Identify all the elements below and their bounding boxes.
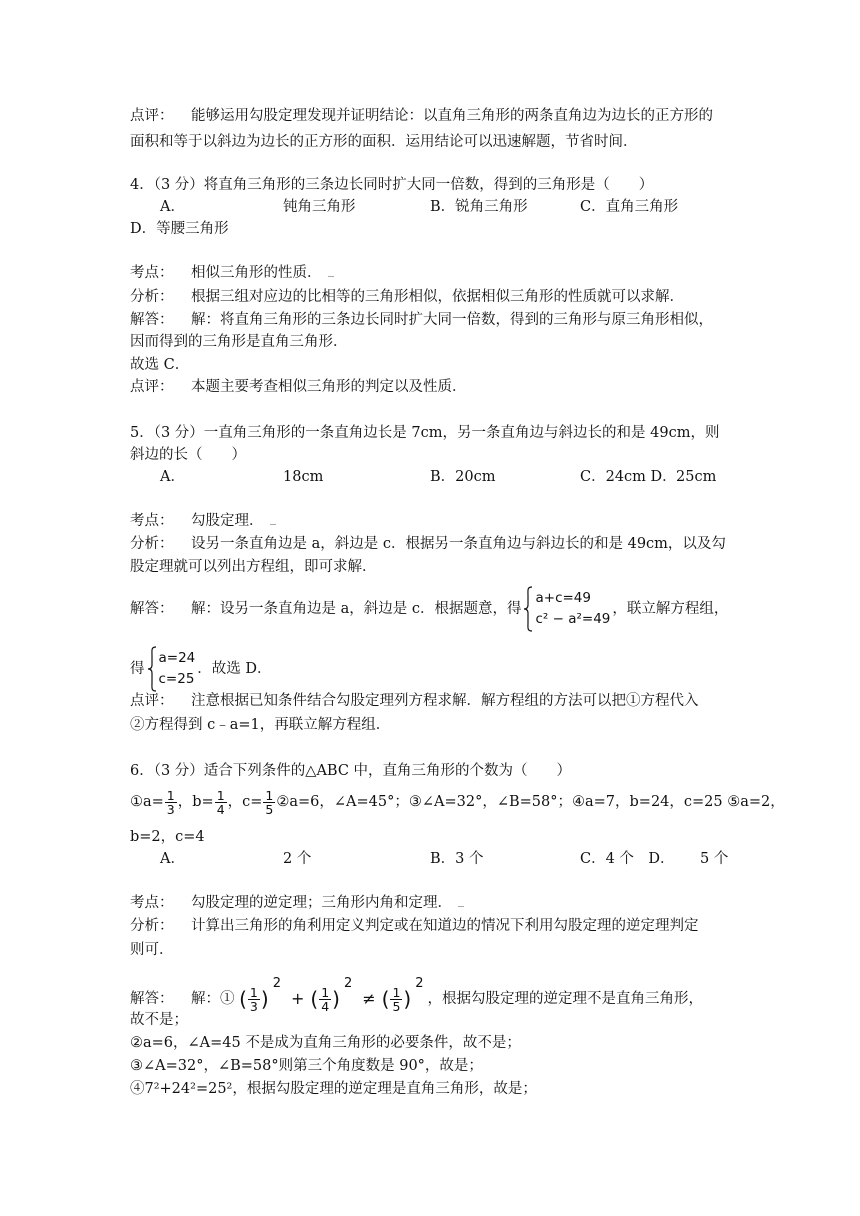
q5-dianping xyxy=(130,691,699,711)
q6-kaodian xyxy=(130,893,464,913)
fenxi-text: 设另一条直角边是 a，斜边是 c．根据另一条直角边与斜边长的和是 49cm，以及勾 xyxy=(191,536,726,552)
jieda-text: 解：将直角三角形的三条边长同时扩大同一倍数，得到的三角形与原三角形相似， xyxy=(191,312,713,328)
brace-icon xyxy=(523,586,533,632)
not-equal-sign: ≠ xyxy=(362,989,376,1008)
q5-dianping-line2: ②方程得到 c﹣a=1，再联立解方程组． xyxy=(130,717,391,733)
q5-result xyxy=(130,644,272,694)
q6-option-b: B．3 个 xyxy=(430,851,484,867)
exponent: 2 xyxy=(272,976,281,991)
brace-icon xyxy=(147,646,157,692)
paren-close: ) xyxy=(260,987,269,1011)
guxuan-text: ．故选 D． xyxy=(197,661,272,677)
plus-sign: + xyxy=(290,989,305,1008)
paren-close: ) xyxy=(403,987,412,1011)
q5-fenxi-line2: 股定理就可以列出方程组，即可求解． xyxy=(130,559,377,575)
jieda-text: 解：① xyxy=(191,991,235,1007)
q6-stem: 6．（3 分）适合下列条件的△ABC 中，直角三角形的个数为（ ） xyxy=(130,763,572,779)
q4-option-a: A． xyxy=(160,199,185,215)
q3-review-line1 xyxy=(130,106,713,126)
fraction-one-quarter xyxy=(319,986,331,1013)
de-text: 得 xyxy=(130,661,145,677)
q4-stem: 4．（3 分）将直角三角形的三条边长同时扩大同一倍数，得到的三角形是（ ） xyxy=(130,177,654,193)
kaodian-text: 勾股定理的逆定理；三角形内角和定理． xyxy=(191,895,452,911)
q6-option-d-text: 5 个 xyxy=(700,851,729,867)
equation-system-2 xyxy=(147,646,196,692)
fraction-one-fifth xyxy=(390,986,402,1013)
paren-open: ( xyxy=(239,987,247,1011)
fraction-denominator: 4 xyxy=(321,998,330,1014)
q4-kaodian xyxy=(130,263,334,283)
fraction-numerator: 1 xyxy=(216,787,225,803)
fenxi-label: 分析： xyxy=(130,536,174,552)
exponent: 2 xyxy=(343,976,353,991)
kaodian-label: 考点： xyxy=(130,513,174,529)
dianping-text: 本题主要考查相似三角形的判定以及性质． xyxy=(191,379,467,395)
q6-option-a: A． xyxy=(160,851,185,867)
cond-b-label: ，b= xyxy=(177,794,214,810)
q5-option-c-d: C．24cm D． xyxy=(580,469,677,485)
jieda-label: 解答： xyxy=(130,991,174,1007)
dianping-label: 点评： xyxy=(130,693,174,709)
cond-c-label: ，c= xyxy=(227,794,263,810)
q6-jieda xyxy=(130,962,703,1021)
scan-mark xyxy=(458,906,464,907)
fraction-one-third xyxy=(165,789,177,816)
q6-option-c-d: C．4 个 D． xyxy=(580,851,675,867)
cond-a-label: ①a= xyxy=(130,794,164,810)
q6-option-a-text: 2 个 xyxy=(283,851,312,867)
exponent: 2 xyxy=(415,976,424,991)
q6-line-4: ④7²+24²=25²，根据勾股定理的逆定理是直角三角形，故是； xyxy=(130,1081,537,1097)
kaodian-label: 考点： xyxy=(130,265,174,281)
equation-row: a+c=49 xyxy=(535,590,591,606)
fraction-one-fifth xyxy=(263,789,275,816)
equation-row: a=24 xyxy=(158,650,196,666)
q4-option-b: B．锐角三角形 xyxy=(430,199,528,215)
fenxi-text: 根据三组对应边的比相等的三角形相似，依据相似三角形的性质就可以求解． xyxy=(191,289,684,305)
fraction-numerator: 1 xyxy=(166,787,175,803)
kaodian-text: 相似三角形的性质． xyxy=(191,265,322,281)
q4-jieda xyxy=(130,310,713,330)
fenxi-label: 分析： xyxy=(130,289,174,305)
scan-mark xyxy=(270,524,276,525)
kaodian-label: 考点： xyxy=(130,895,174,911)
equation-row: c=25 xyxy=(158,671,195,687)
fraction-denominator: 4 xyxy=(216,801,225,817)
fenxi-text: 计算出三角形的角利用定义判定或在知道边的情况下利用勾股定理的逆定理判定 xyxy=(191,918,699,934)
jieda-text-tail: ，根据勾股定理的逆定理不是直角三角形， xyxy=(427,991,703,1007)
q6-bu-shi: 故不是； xyxy=(130,1012,188,1028)
jieda-label: 解答： xyxy=(130,312,174,328)
paren-open: ( xyxy=(381,987,390,1011)
q6-fenxi xyxy=(130,916,699,936)
fraction-one-quarter xyxy=(215,789,227,816)
fraction-numerator: 1 xyxy=(249,984,258,1000)
fraction-denominator: 5 xyxy=(392,998,401,1014)
jieda-label: 解答： xyxy=(130,601,174,617)
dianping-text: 注意根据已知条件结合勾股定理列方程求解．解方程组的方法可以把①方程代入 xyxy=(191,693,699,709)
q5-jieda xyxy=(130,584,728,634)
fraction-denominator: 3 xyxy=(166,801,175,817)
q5-option-b: B．20cm xyxy=(430,469,496,485)
jieda-text-tail: ，联立解方程组， xyxy=(612,601,729,617)
dianping-label: 点评： xyxy=(130,379,174,395)
fraction-denominator: 5 xyxy=(265,801,274,817)
fraction-denominator: 3 xyxy=(249,998,258,1014)
q4-guxuan: 故选 C． xyxy=(130,357,190,373)
q4-fenxi xyxy=(130,287,684,307)
scan-mark xyxy=(328,276,334,277)
q5-stem-line1: 5．（3 分）一直角三角形的一条直角边长是 7cm，另一条直角边与斜边长的和是 49cm，则 xyxy=(130,425,720,441)
fraction-one-third xyxy=(248,986,260,1013)
cond-rest: ②a=6，∠A=45°；③∠A=32°，∠B=58°；④a=7，b=24，c=25 ⑤a=2， xyxy=(276,794,785,810)
q6-fenxi-line2: 则可． xyxy=(130,942,174,958)
review-label: 点评： xyxy=(130,108,174,124)
q4-option-a-text: 钝角三角形 xyxy=(283,199,356,215)
q6-conditions xyxy=(130,786,785,818)
q6-conditions-line2: b=2，c=4 xyxy=(130,829,205,845)
fraction-numerator: 1 xyxy=(265,787,274,803)
fenxi-label: 分析： xyxy=(130,918,174,934)
q4-jieda-line2: 因而得到的三角形是直角三角形． xyxy=(130,334,348,350)
q4-dianping xyxy=(130,377,467,397)
kaodian-text: 勾股定理． xyxy=(191,513,264,529)
q5-option-d-text: 25cm xyxy=(676,469,717,485)
fraction-numerator: 1 xyxy=(321,984,330,1000)
fraction-numerator: 1 xyxy=(392,984,401,1000)
q4-option-c: C．直角三角形 xyxy=(580,199,679,215)
q5-option-a-text: 18cm xyxy=(283,469,324,485)
paren-open: ( xyxy=(310,987,319,1011)
review-text: 能够运用勾股定理发现并证明结论：以直角三角形的两条直角边为边长的正方形的 xyxy=(191,108,713,124)
q5-kaodian xyxy=(130,511,276,531)
jieda-text: 解：设另一条直角边是 a，斜边是 c．根据题意，得 xyxy=(191,601,522,617)
equation-system-1 xyxy=(523,586,610,632)
q6-line-2: ②a=6，∠A=45 不是成为直角三角形的必要条件，故不是； xyxy=(130,1035,521,1051)
q5-fenxi xyxy=(130,534,726,554)
paren-close: ) xyxy=(332,987,340,1011)
q4-option-d: D．等腰三角形 xyxy=(130,221,229,237)
q5-option-a: A． xyxy=(160,469,185,485)
q5-stem-line2: 斜边的长（ ） xyxy=(130,447,246,463)
q3-review-line2: 面积和等于以斜边为边长的正方形的面积．运用结论可以迅速解题，节省时间． xyxy=(130,134,638,150)
equation-row: c² − a²=49 xyxy=(535,611,611,627)
q6-line-3: ③∠A=32°，∠B=58°则第三个角度数是 90°，故是； xyxy=(130,1058,483,1074)
